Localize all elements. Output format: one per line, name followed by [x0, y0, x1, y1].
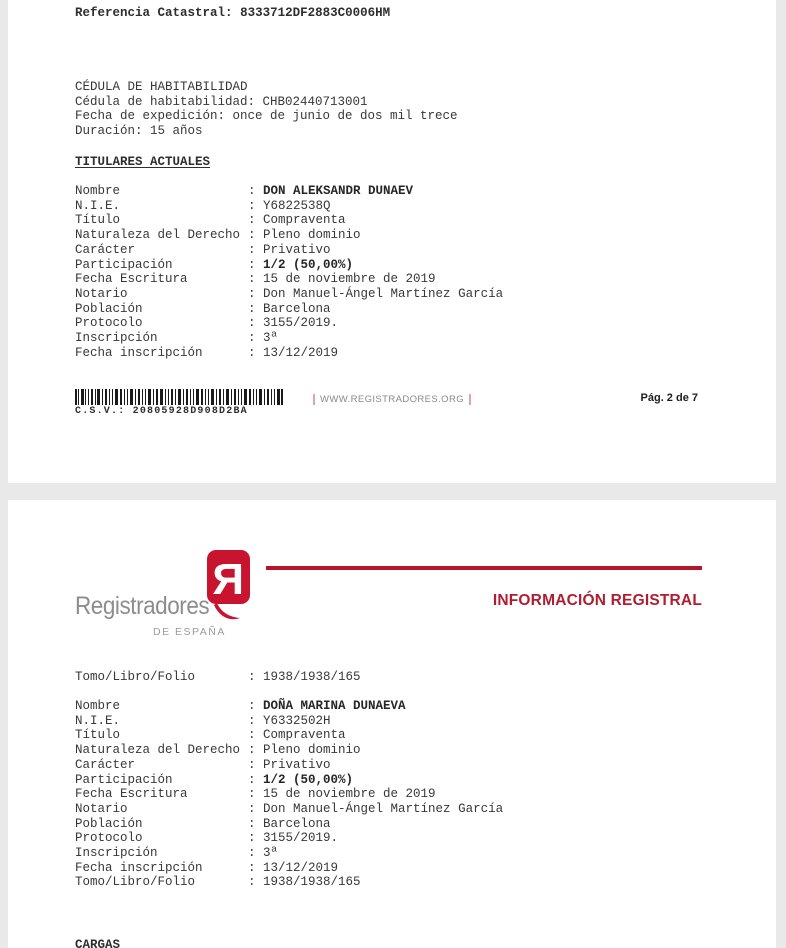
field-value: 15 de noviembre de 2019	[263, 272, 436, 287]
field-label: Carácter	[75, 757, 136, 772]
field-value: 3155/2019.	[263, 831, 339, 846]
referencia-catastral-line	[75, 6, 390, 21]
colon-separator: :	[248, 699, 256, 713]
field-label: Tomo/Libro/Folio	[75, 875, 196, 890]
field-row	[75, 199, 503, 214]
website-delimiter-left	[313, 394, 315, 405]
field-label: Carácter	[75, 242, 136, 257]
field-value: 3ª	[263, 846, 279, 861]
colon-separator: :	[248, 728, 256, 743]
field-value: Don Manuel-Ángel Martínez García	[263, 801, 504, 816]
colon-separator: :	[248, 860, 256, 875]
colon-separator: :	[248, 787, 256, 802]
field-label: Tomo/Libro/Folio	[75, 670, 196, 684]
field-row	[75, 817, 503, 832]
colon-separator: :	[248, 242, 256, 257]
colon-separator: :	[248, 301, 256, 316]
de-espana-subtitle: DE ESPAÑA	[153, 626, 226, 638]
field-label: N.I.E.	[75, 198, 121, 213]
field-label: Fecha Escritura	[75, 272, 188, 287]
field-row	[75, 228, 503, 243]
colon-separator: :	[248, 772, 256, 787]
field-row	[75, 699, 503, 714]
field-label: Nombre	[75, 184, 121, 198]
titular-2-fields	[75, 699, 503, 890]
field-row	[75, 875, 503, 890]
field-label: Participación	[75, 257, 173, 272]
header-rule	[266, 566, 702, 570]
field-value: DON ALEKSANDR DUNAEV	[263, 184, 414, 198]
field-row	[75, 787, 503, 802]
csv-label: C.S.V.:	[75, 406, 126, 417]
field-row	[75, 728, 503, 743]
field-label: Nombre	[75, 699, 121, 713]
field-value: Pleno dominio	[263, 743, 361, 758]
colon-separator: :	[248, 801, 256, 816]
cedula-text-line: Fecha de expedición: once de junio de dos mil trece	[75, 109, 458, 124]
colon-separator: :	[248, 816, 256, 831]
colon-separator: :	[225, 6, 233, 20]
field-value: Barcelona	[263, 816, 331, 831]
svg-text:R: R	[212, 555, 244, 604]
colon-separator: :	[248, 272, 256, 287]
field-row	[75, 861, 503, 876]
field-row	[75, 272, 503, 287]
colon-separator: :	[248, 198, 256, 213]
colon-separator: :	[248, 184, 256, 198]
field-label: Participación	[75, 772, 173, 787]
colon-separator: :	[248, 831, 256, 846]
colon-separator: :	[248, 345, 256, 360]
field-row	[75, 802, 503, 817]
colon-separator: :	[248, 316, 256, 331]
informacion-registral-title: INFORMACIÓN REGISTRAL	[492, 592, 702, 609]
field-row	[75, 831, 503, 846]
cedula-text-line: Cédula de habitabilidad: CHB02440713001	[75, 94, 368, 109]
field-value: DOÑA MARINA DUNAEVA	[263, 699, 406, 713]
field-row	[75, 287, 503, 302]
field-value: Compraventa	[263, 213, 346, 228]
field-value: Y6822538Q	[263, 198, 331, 213]
website-url: WWW.REGISTRADORES.ORG	[319, 394, 465, 406]
colon-separator: :	[248, 713, 256, 728]
field-row	[75, 758, 503, 773]
field-row	[75, 258, 503, 273]
field-label: Título	[75, 213, 121, 228]
pdf-page-2	[8, 0, 776, 483]
field-value: Privativo	[263, 242, 331, 257]
field-row	[75, 184, 503, 199]
field-label: Protocolo	[75, 316, 143, 331]
cedula-habitabilidad-block	[75, 80, 458, 139]
field-label: Población	[75, 301, 143, 316]
field-row	[75, 743, 503, 758]
field-label: Título	[75, 728, 121, 743]
field-label: Naturaleza del Derecho	[75, 743, 241, 758]
colon-separator: :	[248, 757, 256, 772]
tomo-libro-folio-row	[75, 670, 361, 685]
field-row	[75, 243, 503, 258]
field-row	[75, 773, 503, 788]
field-value: 1/2 (50,00%)	[263, 772, 354, 787]
field-value: Pleno dominio	[263, 228, 361, 243]
field-value: Privativo	[263, 757, 331, 772]
field-value: 3ª	[263, 331, 279, 346]
field-value: Don Manuel-Ángel Martínez García	[263, 286, 504, 301]
cedula-text-line: Duración: 15 años	[75, 124, 203, 139]
cargas-heading: CARGAS	[75, 938, 121, 948]
field-row	[75, 316, 503, 331]
field-value: 3155/2019.	[263, 316, 339, 331]
field-row	[75, 714, 503, 729]
field-value: 13/12/2019	[263, 345, 339, 360]
field-value: 1938/1938/165	[263, 670, 361, 684]
field-value: Compraventa	[263, 728, 346, 743]
registradores-wordmark: Registradores	[75, 592, 210, 620]
field-row	[75, 846, 503, 861]
field-label: Protocolo	[75, 831, 143, 846]
colon-separator: :	[248, 286, 256, 301]
field-label: Naturaleza del Derecho	[75, 228, 241, 243]
cedula-text-line: CÉDULA DE HABITABILIDAD	[75, 80, 248, 94]
pdf-page-3	[8, 500, 776, 948]
field-label: Fecha inscripción	[75, 345, 203, 360]
colon-separator: :	[248, 743, 256, 758]
field-row	[75, 302, 503, 317]
field-row	[75, 670, 361, 685]
field-value: 15 de noviembre de 2019	[263, 787, 436, 802]
field-value: 13/12/2019	[263, 860, 339, 875]
website-delimiter-right	[469, 394, 471, 405]
field-row	[75, 331, 503, 346]
colon-separator: :	[248, 670, 256, 684]
colon-separator: :	[248, 257, 256, 272]
field-value: 1/2 (50,00%)	[263, 257, 354, 272]
field-row	[75, 346, 503, 361]
field-label: N.I.E.	[75, 713, 121, 728]
colon-separator: :	[248, 331, 256, 346]
colon-separator: :	[248, 228, 256, 243]
colon-separator: :	[248, 875, 256, 890]
field-row	[75, 213, 503, 228]
field-label: Población	[75, 816, 143, 831]
titulares-actuales-heading: TITULARES ACTUALES	[75, 155, 211, 169]
csv-code-line	[75, 406, 283, 417]
field-value: Y6332502H	[263, 713, 331, 728]
field-label: Inscripción	[75, 331, 158, 346]
field-label: Fecha Escritura	[75, 787, 188, 802]
referencia-catastral-value: 8333712DF2883C0006HM	[240, 6, 391, 20]
colon-separator: :	[248, 846, 256, 861]
field-label: Fecha inscripción	[75, 860, 203, 875]
field-label: Inscripción	[75, 846, 158, 861]
titular-1-fields	[75, 184, 503, 360]
field-value: Barcelona	[263, 301, 331, 316]
field-label: Notario	[75, 801, 128, 816]
registradores-logo-icon	[206, 550, 256, 629]
page-number-indicator: Pág. 2 de 7	[640, 392, 698, 404]
csv-value: 20805928D908D2BA	[132, 406, 248, 417]
colon-separator: :	[248, 213, 256, 228]
field-label: Notario	[75, 286, 128, 301]
field-value: 1938/1938/165	[263, 875, 361, 890]
referencia-catastral-label: Referencia Catastral	[75, 6, 226, 20]
